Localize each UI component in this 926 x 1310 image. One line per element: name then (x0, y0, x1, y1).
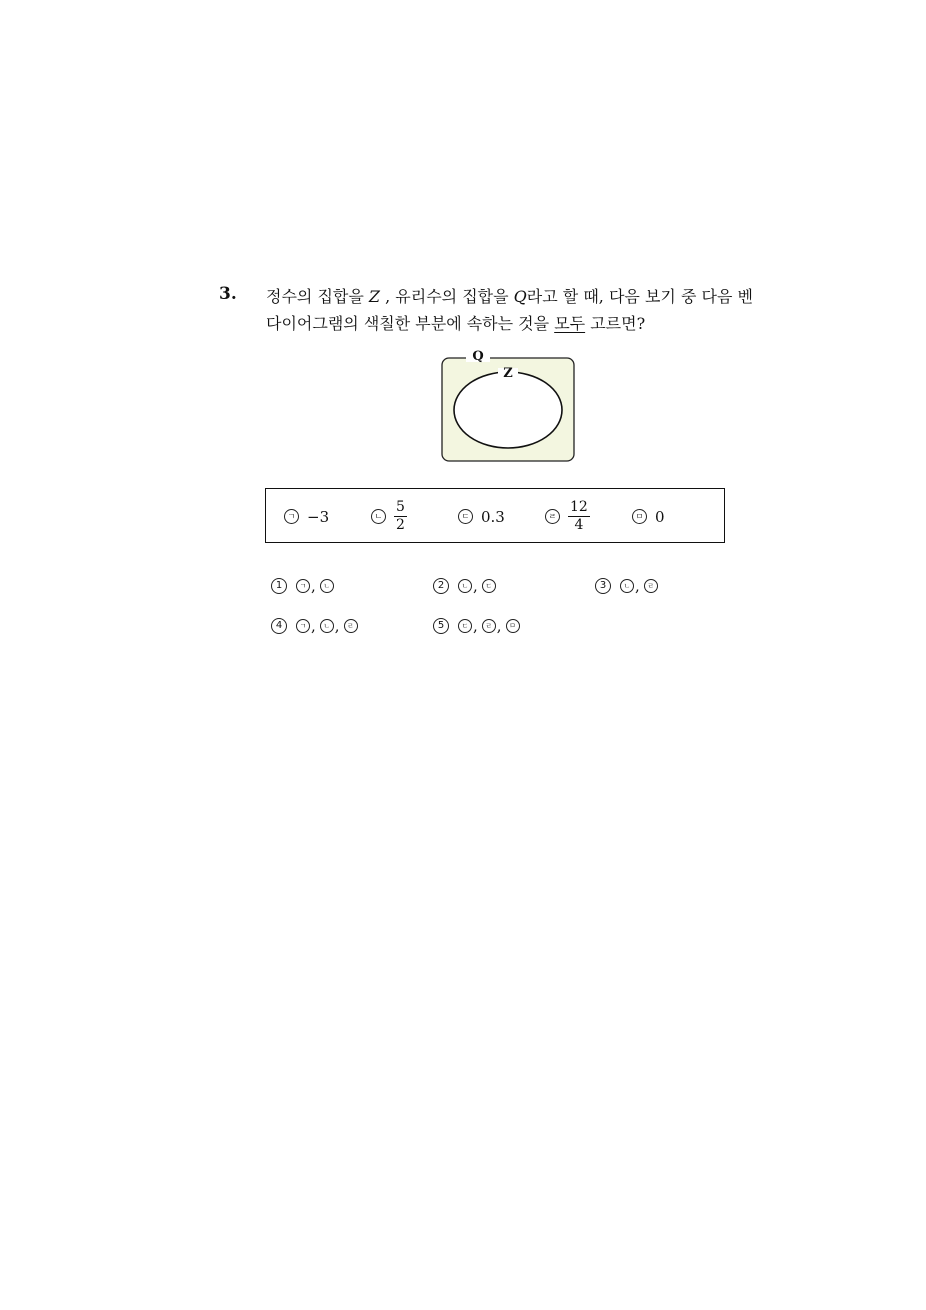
option-4-marker-3: ㄹ (344, 619, 358, 633)
outer-label-q: Q (472, 349, 484, 364)
box-numerator-4: 12 (570, 499, 588, 515)
box-item-5 (632, 489, 665, 544)
problem-text-part2: , 유리수의 집합을 (380, 287, 514, 306)
box-denominator-2: 2 (396, 517, 405, 533)
problem-text-part3: 라고 할 때, 다음 보기 중 다음 벤 다이어그램의 색칠한 부분에 속하는 것을 (266, 287, 753, 333)
option-3-marker-1: ㄴ (620, 579, 634, 593)
box-value-5: 0 (655, 507, 665, 526)
box-marker-2: ㄴ (371, 509, 386, 524)
option-number-5: 5 (433, 618, 449, 634)
option-1-marker-2: ㄴ (320, 579, 334, 593)
problem-text-part4: 고르면? (585, 314, 646, 333)
inner-label-z: Z (503, 366, 513, 381)
box-item-4 (545, 489, 590, 544)
box-fraction-4 (568, 499, 590, 534)
problem-number: 3. (219, 284, 237, 304)
option-number-2: 2 (433, 578, 449, 594)
answer-option-4[interactable]: 4 ㄱ , ㄴ , ㄹ (271, 617, 358, 635)
option-4-marker-2: ㄴ (320, 619, 334, 633)
variable-z: Z (368, 287, 381, 306)
box-item-3 (458, 489, 505, 544)
box-numerator-2: 5 (396, 499, 405, 515)
box-item-1 (284, 489, 329, 544)
box-marker-4: ㄹ (545, 509, 560, 524)
option-2-marker-2: ㄷ (482, 579, 496, 593)
box-value-1: −3 (307, 507, 330, 526)
box-marker-5: ㅁ (632, 509, 647, 524)
option-number-1: 1 (271, 578, 287, 594)
answer-option-5[interactable]: 5 ㄷ , ㄹ , ㅁ (433, 617, 520, 635)
venn-diagram (440, 348, 576, 464)
variable-q: Q (513, 287, 527, 306)
underlined-word: 모두 (554, 314, 586, 333)
option-number-4: 4 (271, 618, 287, 634)
option-number-3: 3 (595, 578, 611, 594)
option-4-marker-1: ㄱ (296, 619, 310, 633)
answer-option-2[interactable]: 2 ㄴ , ㄷ (433, 577, 496, 595)
option-3-marker-2: ㄹ (644, 579, 658, 593)
problem-statement (266, 283, 766, 337)
box-marker-3: ㄷ (458, 509, 473, 524)
box-value-3: 0.3 (481, 507, 505, 526)
option-5-marker-1: ㄷ (458, 619, 472, 633)
option-1-marker-1: ㄱ (296, 579, 310, 593)
choice-box (265, 488, 725, 543)
answer-option-3[interactable]: 3 ㄴ , ㄹ (595, 577, 658, 595)
option-5-marker-3: ㅁ (506, 619, 520, 633)
box-item-2 (371, 489, 407, 544)
box-denominator-4: 4 (574, 517, 584, 533)
box-marker-1: ㄱ (284, 509, 299, 524)
option-5-marker-2: ㄹ (482, 619, 496, 633)
box-fraction-2 (394, 499, 407, 534)
option-2-marker-1: ㄴ (458, 579, 472, 593)
venn-inner-set-z (454, 372, 562, 448)
answer-option-1[interactable]: 1 ㄱ , ㄴ (271, 577, 334, 595)
problem-text-part1: 정수의 집합을 (266, 287, 369, 306)
